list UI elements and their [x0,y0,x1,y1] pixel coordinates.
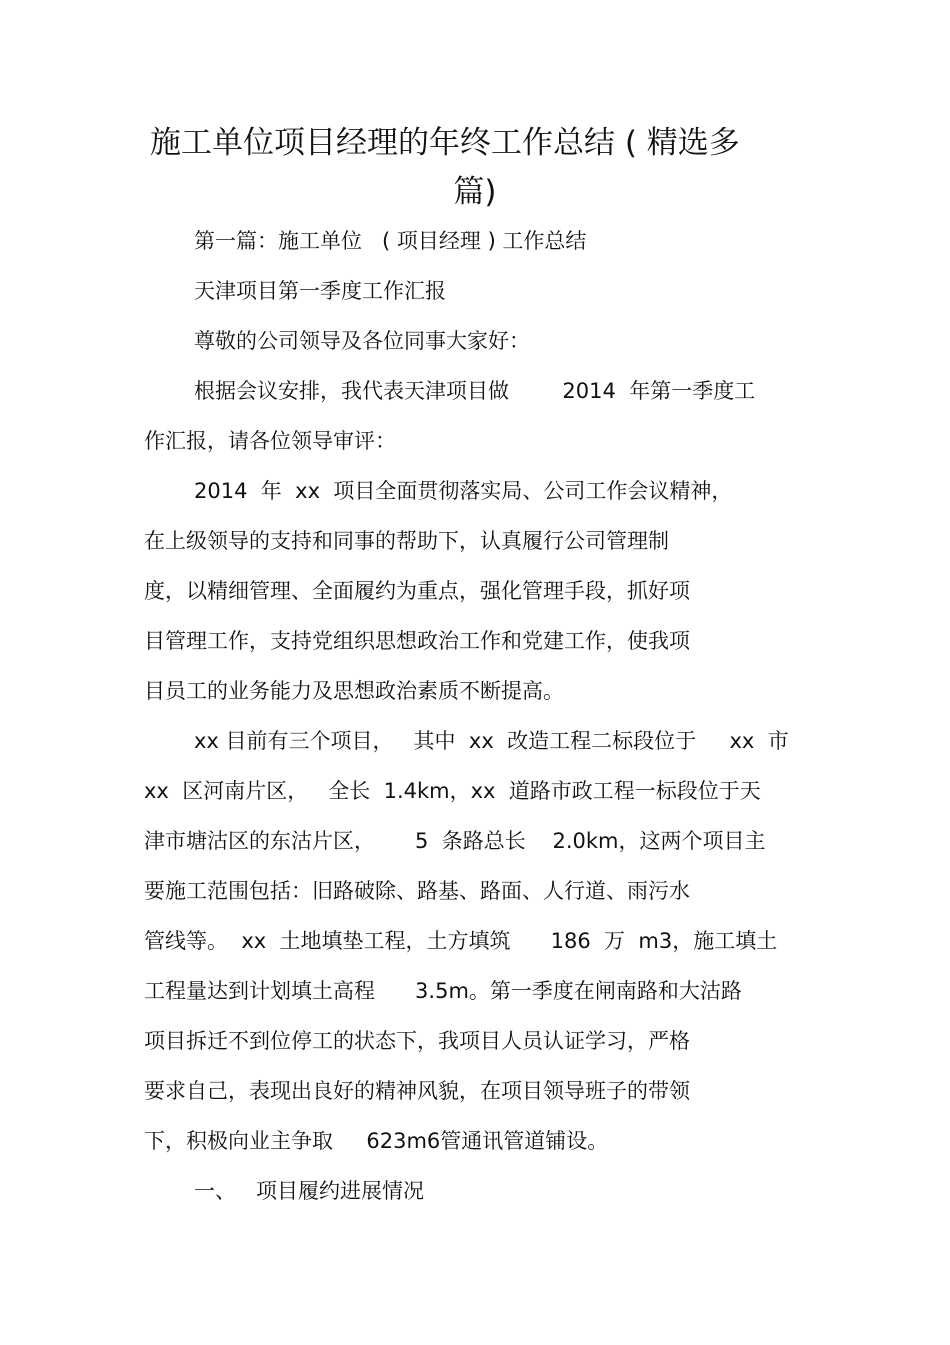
report-title: 天津项目第一季度工作汇报 [194,279,446,303]
paragraph-line: 管线等。 xx 土地填垫工程，土方填筑 186 万 m3，施工填土 [144,929,778,953]
paragraph-line: 要求自己，表现出良好的精神风貌，在项目领导班子的带领 [144,1079,690,1103]
paragraph-line: 津市塘沽区的东沽片区， 5 条路总长 2.0km，这两个项目主 [144,829,766,853]
paragraph-line: 根据会议安排，我代表天津项目做 2014 年第一季度工 [194,379,756,403]
paragraph-line: 度，以精细管理、全面履约为重点，强化管理手段，抓好项 [144,579,690,603]
section-heading: 第一篇：施工单位 ( 项目经理 ) 工作总结 [194,229,587,253]
paragraph-line: 目管理工作，支持党组织思想政治工作和党建工作，使我项 [144,629,690,653]
subsection-heading: 一、 项目履约进展情况 [194,1179,425,1203]
paragraph-line: xx 目前有三个项目， 其中 xx 改造工程二标段位于 xx 市 [194,729,789,753]
paragraph-line: 在上级领导的支持和同事的帮助下，认真履行公司管理制 [144,529,669,553]
paragraph-line: 目员工的业务能力及思想政治素质不断提高。 [144,679,564,703]
paragraph-line: 下，积极向业主争取 623m6管通讯管道铺设。 [144,1129,609,1153]
paragraph-line: 项目拆迁不到位停工的状态下，我项目人员认证学习，严格 [144,1029,690,1053]
paragraph-line: xx 区河南片区， 全长 1.4km，xx 道路市政工程一标段位于天 [144,779,761,803]
paragraph-line: 工程量达到计划填土高程 3.5m。第一季度在闸南路和大沽路 [144,979,742,1003]
salutation: 尊敬的公司领导及各位同事大家好： [194,329,530,353]
paragraph-line: 2014 年 xx 项目全面贯彻落实局、公司工作会议精神， [194,479,733,503]
paragraph-line: 要施工范围包括：旧路破除、路基、路面、人行道、雨污水 [144,879,690,903]
document-title-line-2: 篇) [453,174,497,210]
paragraph-line: 作汇报，请各位领导审评： [144,429,396,453]
document-title-line-1: 施工单位项目经理的年终工作总结 ( 精选多 [150,125,740,161]
